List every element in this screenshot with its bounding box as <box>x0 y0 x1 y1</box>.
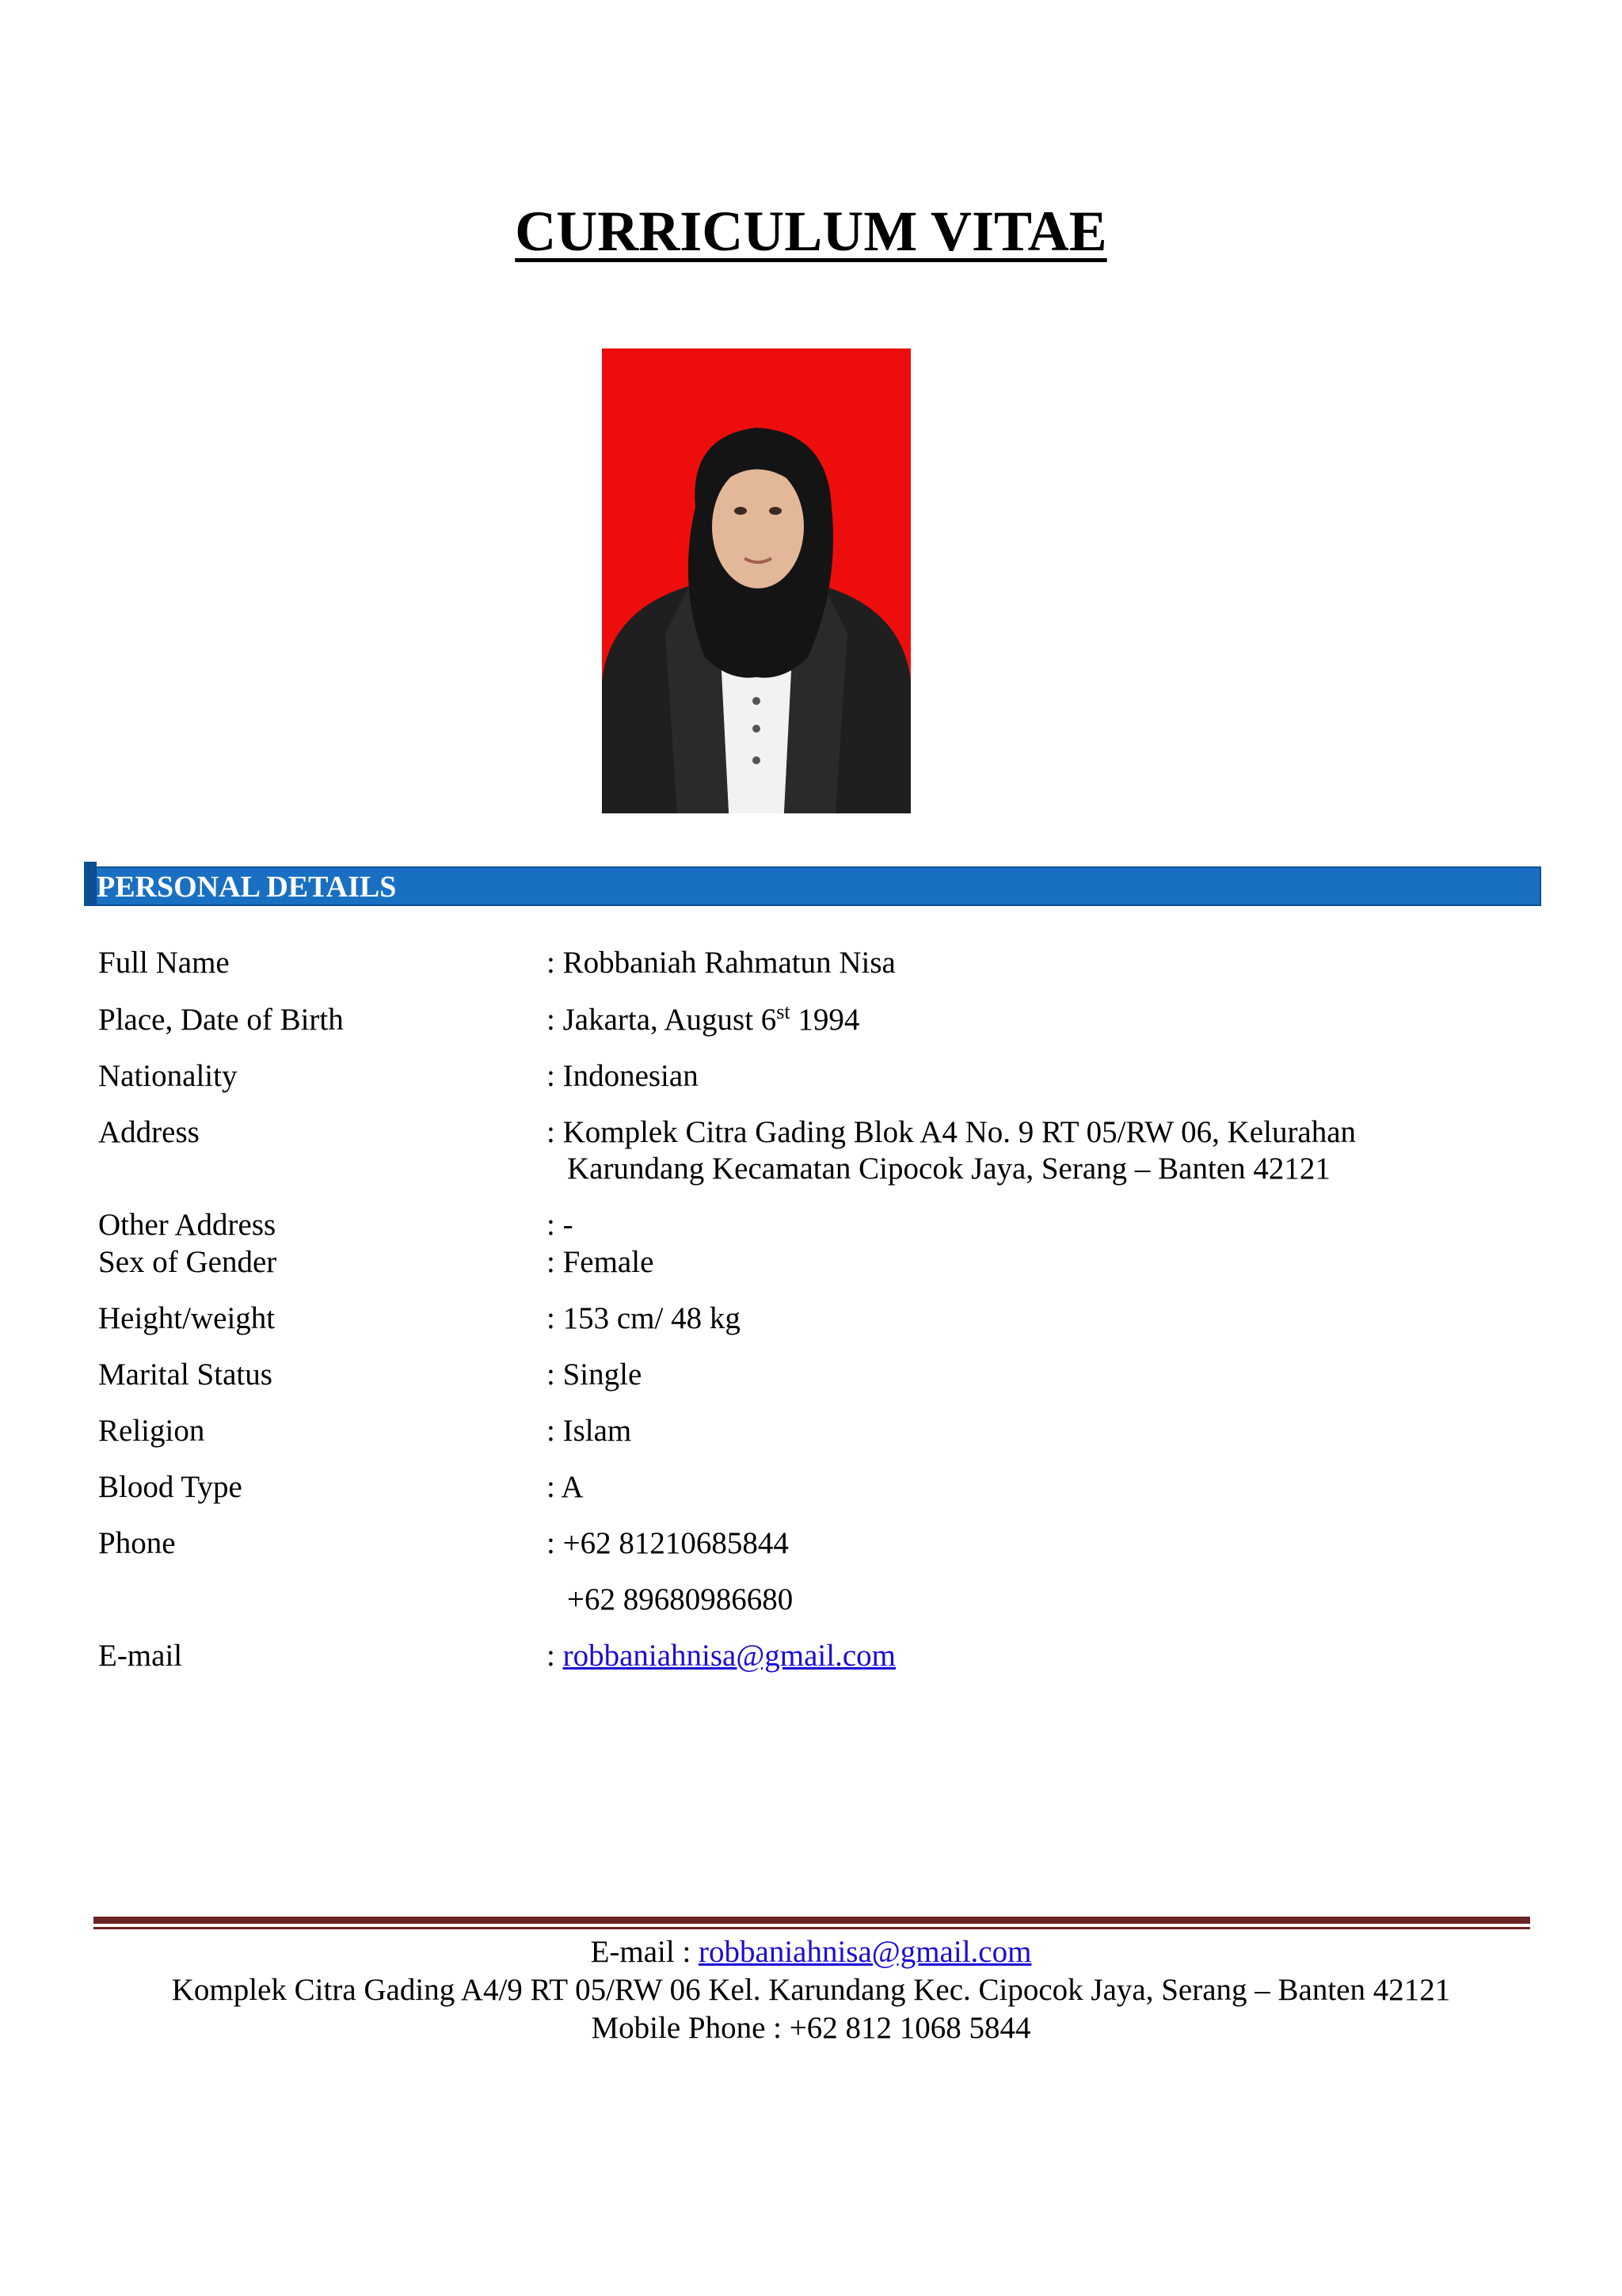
gender-value: : Female <box>546 1245 654 1279</box>
blood-type-value: : A <box>546 1470 584 1504</box>
phone-label: Phone <box>98 1526 176 1560</box>
nationality-value: : Indonesian <box>546 1059 699 1093</box>
religion-value: : Islam <box>546 1414 632 1448</box>
address-label: Address <box>98 1115 200 1149</box>
full-name-value: : Robbaniah Rahmatun Nisa <box>546 946 896 980</box>
email-label: E-mail <box>98 1639 183 1673</box>
other-address-label: Other Address <box>98 1208 276 1242</box>
blood-type-label: Blood Type <box>98 1470 242 1504</box>
footer-email-link[interactable]: robbaniahnisa@gmail.com <box>699 1935 1032 1969</box>
marital-status-value: : Single <box>546 1357 642 1392</box>
phone-value-2: +62 89680986680 <box>567 1582 794 1616</box>
other-address-value: : - <box>546 1208 573 1242</box>
nationality-label: Nationality <box>98 1059 238 1093</box>
height-weight-value: : 153 cm/ 48 kg <box>546 1301 741 1335</box>
email-link[interactable]: robbaniahnisa@gmail.com <box>562 1639 896 1673</box>
address-value-line1: : Komplek Citra Gading Blok A4 No. 9 RT 05/RW 06, Kelurahan <box>546 1115 1357 1149</box>
email-value: : robbaniahnisa@gmail.com <box>546 1639 896 1673</box>
marital-status-label: Marital Status <box>98 1357 272 1392</box>
full-name-label: Full Name <box>98 946 230 980</box>
birth-label: Place, Date of Birth <box>98 1003 344 1037</box>
gender-label: Sex of Gender <box>98 1245 277 1279</box>
footer-email: E-mail : robbaniahnisa@gmail.com <box>590 1935 1032 1969</box>
document-title: CURRICULUM VITAE <box>515 200 1107 263</box>
address-value-line2: Karundang Kecamatan Cipocok Jaya, Serang – Banten 42121 <box>567 1152 1331 1186</box>
height-weight-label: Height/weight <box>98 1301 276 1335</box>
personal-details-heading: PERSONAL DETAILS <box>97 870 397 904</box>
footer-divider <box>93 1917 1530 1929</box>
religion-label: Religion <box>98 1414 205 1448</box>
footer-address: Komplek Citra Gading A4/9 RT 05/RW 06 Kel. Karundang Kec. Cipocok Jaya, Serang – Banten 42121 <box>171 1973 1451 2007</box>
phone-value-1: : +62 81210685844 <box>546 1526 789 1560</box>
footer-phone: Mobile Phone : +62 812 1068 5844 <box>591 2011 1031 2045</box>
birth-value: : Jakarta, August 6st 1994 <box>546 1000 860 1037</box>
